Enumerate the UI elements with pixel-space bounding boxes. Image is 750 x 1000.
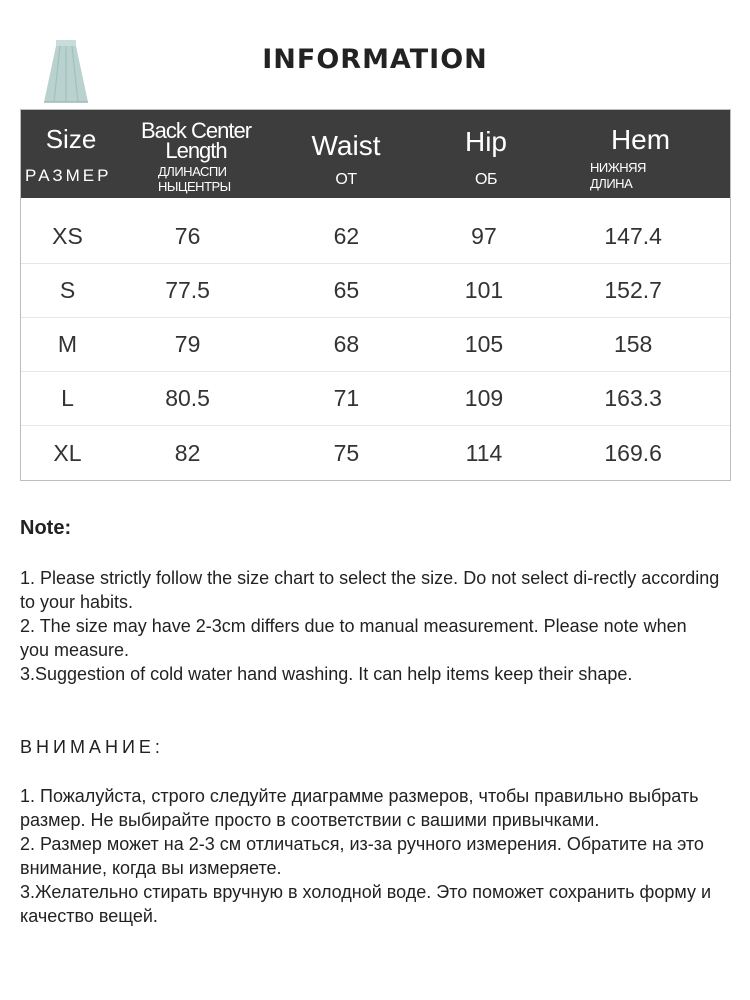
column-header-hem <box>551 110 730 198</box>
note-ru-heading: ВНИМАНИЕ: <box>20 737 164 757</box>
hip-cell: 114 <box>465 439 503 466</box>
hip-cell: 105 <box>464 331 504 357</box>
note-ru-text <box>20 784 730 928</box>
page-title: INFORMATION <box>262 44 488 75</box>
note-ru-line: 3.Желательно стирать вручную в холодной воде. Это поможет сохранить форму и качество вещей. <box>20 882 712 926</box>
note-line: 2. The size may have 2-3cm differs due to manual measurement. Please note when you measure. <box>20 616 687 660</box>
column-title-line1: Back Center <box>140 118 252 143</box>
column-title: Hem <box>610 124 671 155</box>
size-chart-table <box>20 109 731 481</box>
waist-cell: 71 <box>333 385 360 411</box>
table-body <box>21 198 730 480</box>
waist-cell: 68 <box>333 331 360 357</box>
column-header-size <box>21 110 121 198</box>
column-subtitle-line1: ДЛИНАСПИ <box>158 164 227 179</box>
table-row <box>21 210 730 264</box>
column-header-waist <box>271 110 421 198</box>
column-title: Hip <box>464 126 507 157</box>
note-ru-line: 2. Размер может на 2-3 см отличаться, из-за ручного измерения. Обратите на это внимание, когда вы измеряете. <box>20 834 704 878</box>
column-title: Size <box>45 124 97 154</box>
hem-cell: 158 <box>613 331 653 357</box>
column-header-hip <box>421 110 551 198</box>
column-header-back-center-length <box>121 110 271 198</box>
waist-cell: 62 <box>333 223 360 249</box>
column-title: Waist <box>311 130 381 161</box>
hem-cell: 169.6 <box>604 439 662 466</box>
back-length-cell: 82 <box>174 439 201 466</box>
waist-cell: 65 <box>333 277 360 303</box>
hip-cell: 109 <box>464 385 504 411</box>
table-row <box>21 264 730 318</box>
column-subtitle-line2: НЫЦЕНТРЫ <box>158 179 231 194</box>
table-row <box>21 372 730 426</box>
table-row <box>21 318 730 372</box>
table-row <box>21 426 730 480</box>
hip-cell: 101 <box>464 277 504 303</box>
waist-cell: 75 <box>333 439 360 466</box>
note-ru-line: 1. Пожалуйста, строго следуйте диаграмме размеров, чтобы правильно выбрать размер. Не выбирайте просто в соответствии с вашими привычками. <box>20 786 699 830</box>
size-cell: M <box>57 331 78 357</box>
note-heading: Note: <box>20 517 72 539</box>
back-length-cell: 77.5 <box>165 277 210 303</box>
size-cell: L <box>61 385 74 411</box>
column-subtitle-line1: НИЖНЯЯ <box>590 160 646 175</box>
column-subtitle: РАЗМЕР <box>25 166 112 185</box>
column-subtitle-line2: ДЛИНА <box>590 176 633 191</box>
column-subtitle: ОТ <box>335 171 357 188</box>
back-length-cell: 80.5 <box>165 385 210 411</box>
back-length-cell: 79 <box>174 331 201 357</box>
hem-cell: 147.4 <box>604 223 662 249</box>
column-subtitle: ОБ <box>475 171 497 188</box>
table-header <box>21 110 730 198</box>
back-length-cell: 76 <box>174 223 201 249</box>
hem-cell: 152.7 <box>604 277 662 303</box>
size-cell: S <box>59 277 76 303</box>
note-text <box>20 566 720 686</box>
note-line: 1. Please strictly follow the size chart to select the size. Do not select di-rectly according to your habits. <box>20 568 720 612</box>
size-cell: XS <box>52 223 83 249</box>
note-line: 3.Suggestion of cold water hand washing. It can help items keep their shape. <box>20 664 633 684</box>
column-title-line2: Length <box>165 138 227 163</box>
hip-cell: 97 <box>471 223 497 249</box>
size-cell: XL <box>53 439 82 466</box>
hem-cell: 163.3 <box>604 385 662 411</box>
